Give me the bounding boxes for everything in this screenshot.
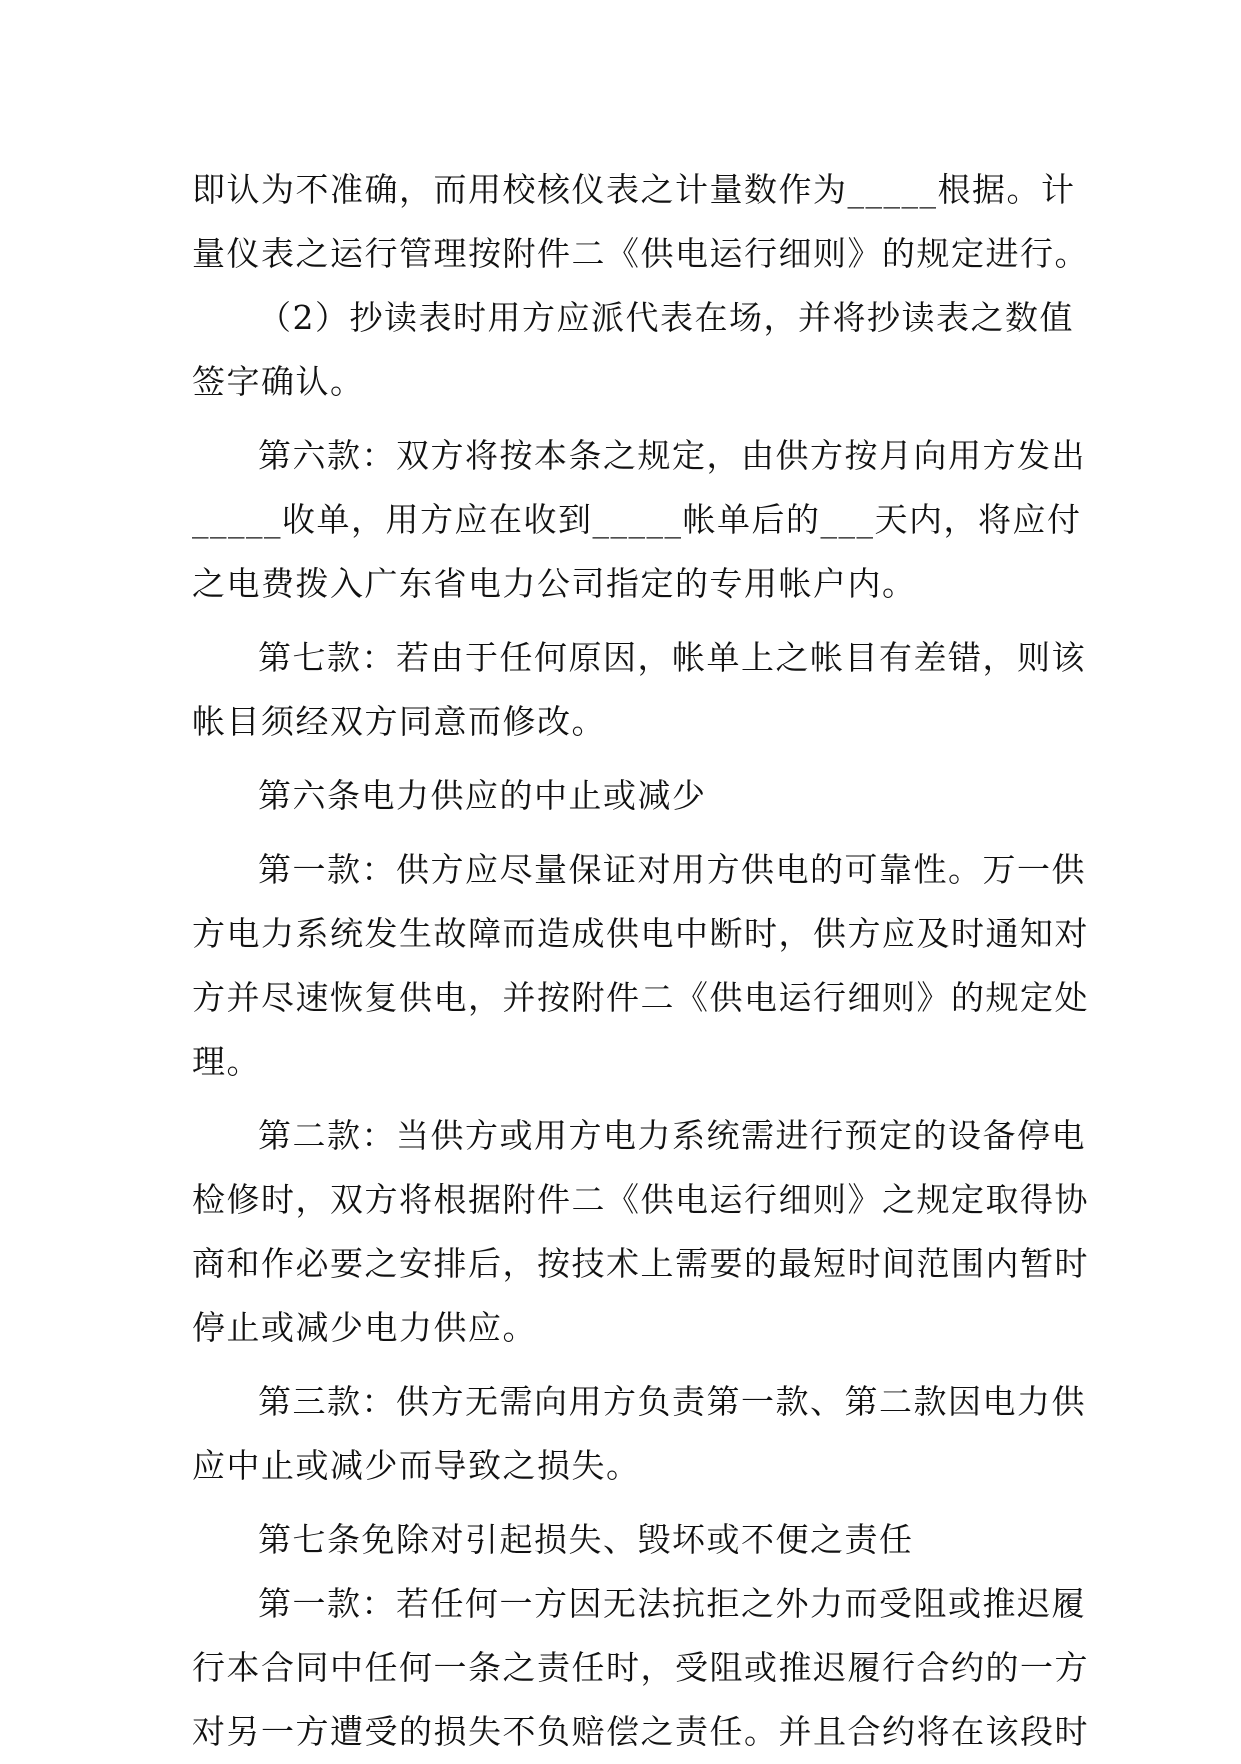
- text-line: 第七款：若由于任何原因，帐单上之帐目有差错，则该: [258, 638, 1086, 677]
- text-line: 应中止或减少而导致之损失。: [192, 1446, 641, 1485]
- text-line: 方并尽速恢复供电，并按附件二《供电运行细则》的规定处: [192, 978, 1089, 1017]
- text-line: 之电费拨入广东省电力公司指定的专用帐户内。: [192, 564, 917, 603]
- section-heading: 第七条免除对引起损失、毁坏或不便之责任: [258, 1520, 914, 1559]
- text-line: 停止或减少电力供应。: [192, 1308, 537, 1347]
- text-line: 帐目须经双方同意而修改。: [192, 702, 606, 741]
- text-line: 行本合同中任何一条之责任时，受阻或推迟履行合约的一方: [192, 1648, 1089, 1687]
- text-line: 理。: [192, 1042, 261, 1081]
- text-line: 方电力系统发生故障而造成供电中断时，供方应及时通知对: [192, 914, 1089, 953]
- text-line: 对另一方遭受的损失不负赔偿之责任。并且合约将在该段时: [192, 1712, 1089, 1751]
- text-line: 第三款：供方无需向用方负责第一款、第二款因电力供: [258, 1382, 1086, 1421]
- text-line: _____收单，用方应在收到_____帐单后的___天内，将应付: [192, 500, 1082, 539]
- text-line: 第一款：供方应尽量保证对用方供电的可靠性。万一供: [258, 850, 1086, 889]
- text-line: 即认为不准确，而用校核仪表之计量数作为_____根据。计: [192, 170, 1076, 209]
- document-body: [192, 158, 1089, 1764]
- text-line: 量仪表之运行管理按附件二《供电运行细则》的规定进行。: [192, 234, 1089, 273]
- text-line: 检修时，双方将根据附件二《供电运行细则》之规定取得协: [192, 1180, 1089, 1219]
- text-line: 第二款：当供方或用方电力系统需进行预定的设备停电: [258, 1116, 1086, 1155]
- section-heading: 第六条电力供应的中止或减少: [258, 776, 707, 815]
- text-line: 商和作必要之安排后，按技术上需要的最短时间范围内暂时: [192, 1244, 1089, 1283]
- text-line: 签字确认。: [192, 362, 365, 401]
- text-line: （2）抄读表时用方应派代表在场，并将抄读表之数值: [258, 298, 1074, 337]
- text-line: 第一款：若任何一方因无法抗拒之外力而受阻或推迟履: [258, 1584, 1086, 1623]
- text-line: 第六款：双方将按本条之规定，由供方按月向用方发出: [258, 436, 1086, 475]
